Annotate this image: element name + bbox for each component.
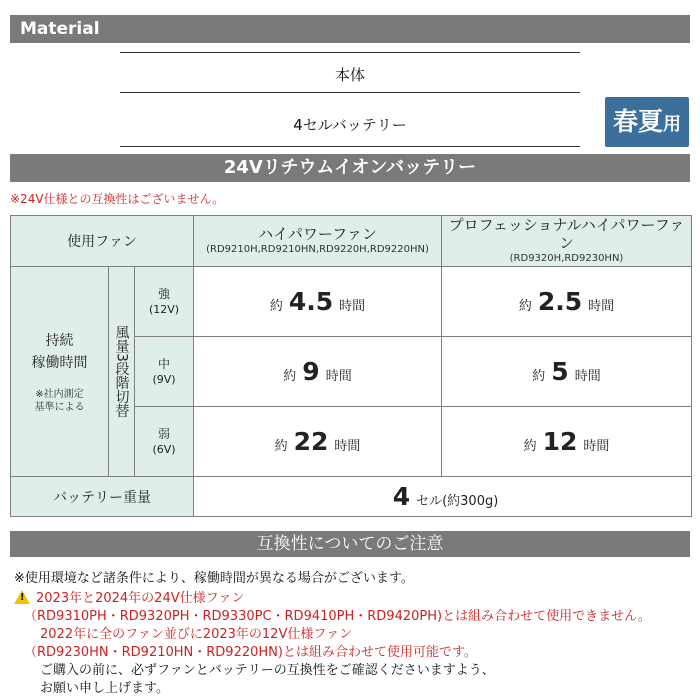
divider-top (120, 52, 580, 53)
runtime-cell (194, 267, 442, 337)
note-line-7: お願い申し上げます。 (40, 681, 169, 696)
level-name: 中 (157, 357, 170, 371)
fan-models: (RD9210H,RD9210HN,RD9220H,RD9220HN) (206, 244, 429, 255)
approx-label: 約 (532, 369, 546, 384)
spec-battery: 4セルバッテリー (293, 116, 407, 134)
season-badge-main: 春夏 (612, 107, 663, 136)
approx-label: 約 (274, 439, 288, 454)
level-strong-cell (135, 267, 194, 337)
runtime-cell (442, 267, 692, 337)
level-name: 強 (157, 287, 170, 301)
level-volt: (12V) (148, 303, 180, 316)
continuous-label-2: 稼働時間 (31, 354, 88, 371)
hours-unit: 時間 (339, 299, 366, 314)
runtime-cell (442, 407, 692, 477)
air-volume-label: 風量3段階切替 (113, 325, 130, 418)
level-volt: (6V) (152, 443, 176, 456)
weight-label-cell (11, 477, 194, 517)
note-line-2-text: 2023年と2024年の24V仕様ファン (36, 591, 245, 606)
hours-unit: 時間 (334, 439, 361, 454)
hours-unit: 時間 (583, 439, 610, 454)
weight-label: バッテリー重量 (53, 489, 151, 506)
season-badge-suffix: 用 (663, 114, 681, 135)
fan-high-power-header (194, 216, 442, 267)
compat-note: ※24V仕様との互換性はございません。 (10, 192, 225, 206)
spec-body: 本体 (334, 66, 365, 84)
runtime-value: 9 (302, 357, 320, 386)
season-badge (605, 97, 689, 147)
hours-unit: 時間 (574, 369, 601, 384)
battery-header: 24Vリチウムイオンバッテリー (10, 154, 690, 182)
runtime-cell (194, 407, 442, 477)
runtime-cell (442, 337, 692, 407)
runtime-value: 5 (551, 357, 569, 386)
continuous-time-cell (11, 267, 109, 477)
continuous-label-1: 持続 (45, 332, 74, 349)
fan-label-cell (11, 216, 194, 267)
note-line-3: （RD9310PH・RD9320PH・RD9330PC・RD9410PH・RD9420PH)とは組み合わせて使用できません。 (24, 609, 651, 624)
approx-label: 約 (518, 299, 532, 314)
hours-unit: 時間 (325, 369, 352, 384)
runtime-value: 4.5 (288, 287, 334, 316)
continuous-note-1: ※社内測定 (35, 388, 84, 400)
hours-unit: 時間 (588, 299, 615, 314)
approx-label: 約 (283, 369, 297, 384)
spec-table (10, 215, 692, 517)
level-medium-cell (135, 337, 194, 407)
warning-triangle-icon: ! (14, 590, 30, 604)
note-line-4: 2022年に全のファン並びに2023年の12V仕様ファン (40, 627, 353, 642)
continuous-note-2: 基準による (34, 401, 85, 413)
weight-value-cell (194, 477, 692, 517)
level-name: 弱 (157, 427, 170, 441)
divider-middle (120, 92, 580, 93)
air-volume-cell (109, 267, 135, 477)
runtime-cell (194, 337, 442, 407)
divider-bottom (120, 146, 580, 147)
note-line-6: ご購入の前に、必ずファンとバッテリーの互換性をご確認くださいますよう、 (40, 663, 495, 678)
level-volt: (9V) (152, 373, 176, 386)
note-line-1: ※使用環境など諸条件により、稼働時間が異なる場合がございます。 (14, 571, 414, 586)
note-line-2 (14, 587, 244, 606)
approx-label: 約 (269, 299, 283, 314)
level-weak-cell (135, 407, 194, 477)
runtime-value: 2.5 (537, 287, 583, 316)
runtime-value: 12 (542, 427, 578, 456)
compat-header: 互換性についてのご注意 (10, 531, 690, 557)
fan-pro-header (442, 216, 692, 267)
fan-models: (RD9320H,RD9230HN) (509, 253, 624, 264)
material-header: Material (10, 15, 690, 43)
runtime-value: 22 (293, 427, 329, 456)
fan-label: 使用ファン (67, 234, 137, 250)
fan-name: プロフェッショナルハイパワーファン (448, 216, 685, 252)
approx-label: 約 (523, 439, 537, 454)
fan-name: ハイパワーファン (258, 225, 377, 243)
weight-unit: セル(約300g) (416, 494, 499, 509)
weight-value: 4 (392, 482, 411, 511)
note-line-5: （RD9230HN・RD9210HN・RD9220HN)とは組み合わせて使用可能です。 (24, 645, 477, 660)
